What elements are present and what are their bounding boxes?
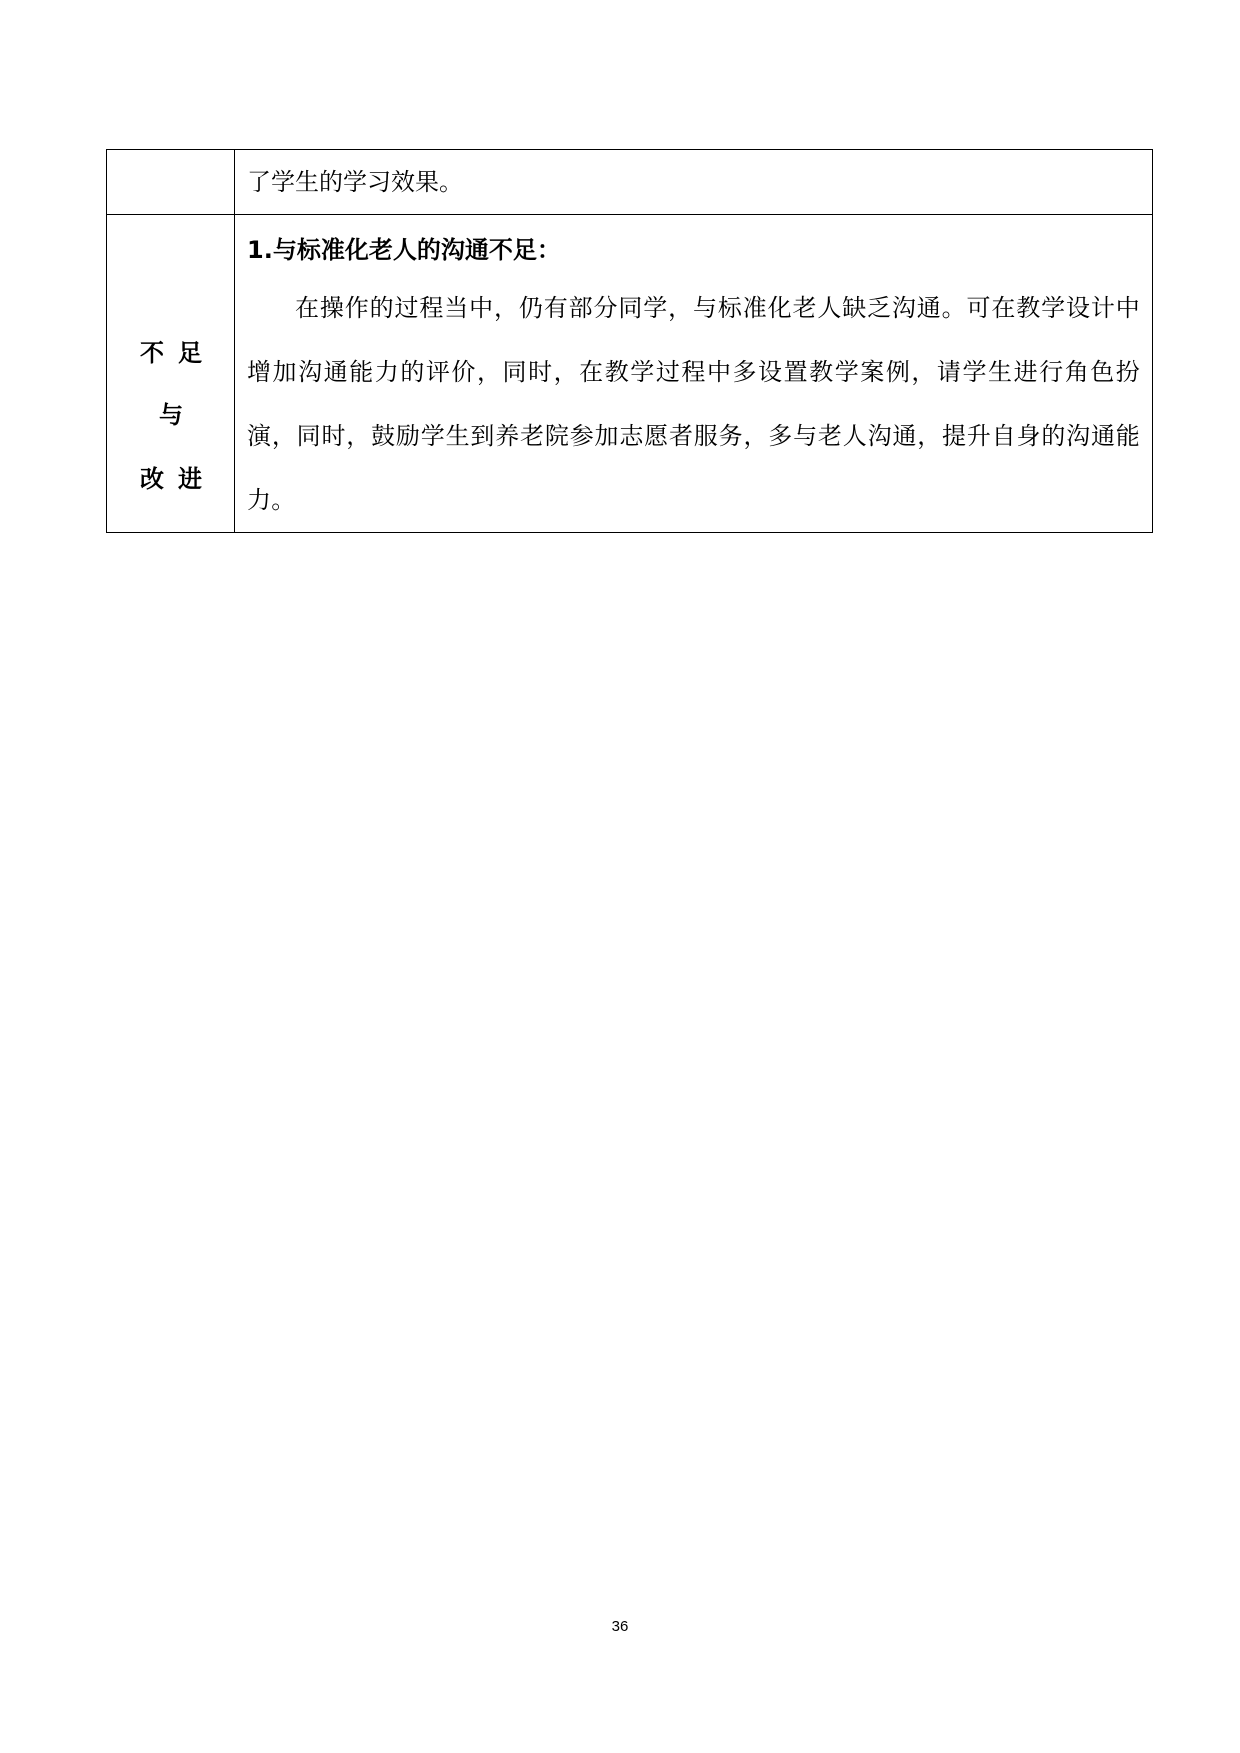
label-line-and: 与: [159, 401, 183, 429]
continuation-text: 了学生的学习效果。: [247, 168, 463, 196]
label-cell-empty: [107, 150, 235, 215]
label-cell-shortcomings: [107, 215, 235, 533]
table-row-shortcomings: [107, 215, 1153, 533]
table-row-continuation: [107, 150, 1153, 215]
body-cell-shortcomings: [235, 215, 1153, 533]
section-paragraph: 在操作的过程当中，仍有部分同学，与标准化老人缺乏沟通。可在教学设计中增加沟通能力的评价，同时，在教学过程中多设置教学案例，请学生进行角色扮演，同时，鼓励学生到养老院参加志愿者服务，多与老人沟通，提升自身的沟通能力。: [247, 294, 1140, 514]
body-cell-continuation: [235, 150, 1153, 215]
label-line-shortcomings: 不足: [140, 339, 216, 367]
label-line-improvement: 改进: [140, 465, 216, 493]
section-heading: 1.与标准化老人的沟通不足：: [247, 236, 561, 264]
reflection-table: [106, 149, 1153, 533]
page-number: 36: [611, 1618, 629, 1635]
